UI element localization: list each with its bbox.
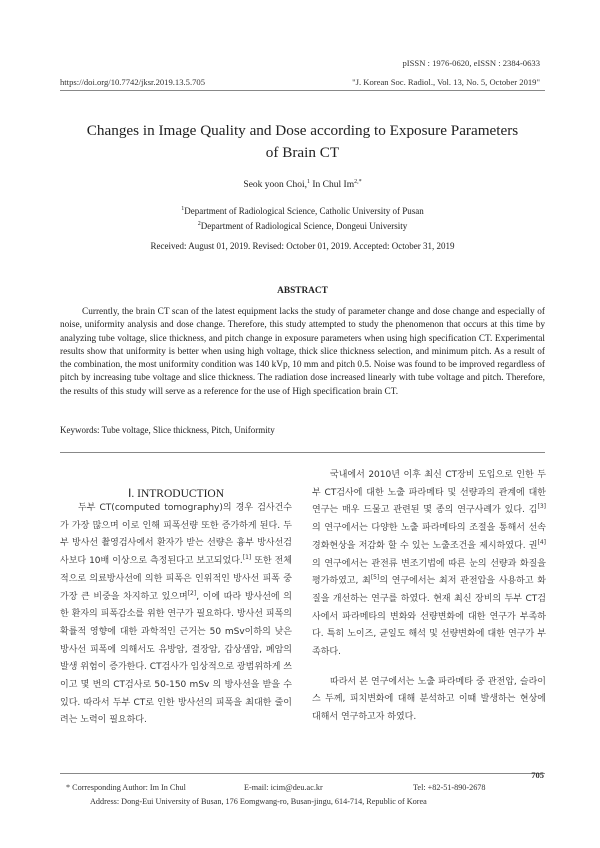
abstract-heading: ABSTRACT bbox=[277, 286, 328, 296]
affiliation-2 bbox=[60, 221, 545, 231]
section-heading-introduction: Ⅰ. INTRODUCTION bbox=[127, 488, 225, 500]
page-number: 705 bbox=[531, 770, 544, 780]
author-sup-1: 1 bbox=[307, 178, 311, 185]
title-line-2: of Brain CT bbox=[265, 144, 340, 161]
citation-ref: [5] bbox=[370, 574, 380, 582]
header-rule bbox=[60, 90, 545, 91]
affiliation-sup-1: 1 bbox=[181, 206, 185, 212]
issn-line: pISSN : 1976-0620, eISSN : 2384-0633 bbox=[402, 58, 540, 68]
citation-ref: [4] bbox=[537, 538, 546, 546]
affiliation-text-1: Department of Radiological Science, Catholic University of Pusan bbox=[184, 206, 424, 216]
affiliation-1 bbox=[60, 206, 545, 216]
author-line bbox=[60, 180, 545, 190]
intro-right-column bbox=[312, 467, 546, 727]
received-dates: Received: August 01, 2019. Revised: October 01, 2019. Accepted: October 31, 2019 bbox=[150, 241, 455, 251]
author-name-2: In Chul Im bbox=[310, 180, 355, 190]
footer-rule bbox=[60, 773, 545, 774]
keywords: Keywords: Tube voltage, Slice thickness, Pitch, Uniformity bbox=[60, 425, 275, 435]
abstract-rule bbox=[60, 452, 545, 453]
affiliation-sup-2: 2 bbox=[197, 221, 201, 227]
author-address: Address: Dong-Eui University of Busan, 176 Eomgwang-ro, Busan-jingu, 614-714, Republic of Korea bbox=[90, 797, 427, 806]
intro-right-paragraph-1: 국내에서 2010년 이후 최신 CT장비 도입으로 인한 두부 CT검사에 대한 노출 파라메타 및 선량과의 관계에 대한 연구는 매우 드물고 관련된 몇 종의 연구사례가 있다. 김[3]의 연구에서는 다양한 노출 파라메타의 조절을 통해서 선속경화현상을 저감화 할 수 있는 노출조건을 제시하였다. 권[4]의 연구에서는 관전류 변조기법에 따른 눈의 선량과 화질을 평가하였고, 최[5]의 연구에서는 최저 관전압을 사용하고 화질을 개선하는 연구를 하였다. 현재 최신 장비의 두부 CT검사에서 파라메타의 변화와 선량변화에 대한 연구가 부족하다. 특히 노이즈, 균일도 해석 및 선량변화에 대한 연구가 부족하다. bbox=[312, 470, 546, 658]
intro-right-paragraph-2: 따라서 본 연구에서는 노출 파라메타 중 관전압, 슬라이스 두께, 피치변화에 대해 분석하고 이때 발생하는 현상에 대해서 연구하고자 하였다. bbox=[312, 676, 546, 723]
title-line-1: Changes in Image Quality and Dose according to Exposure Parameters bbox=[86, 122, 519, 139]
paper-title bbox=[60, 120, 545, 164]
author-name-1: Seok yoon Choi, bbox=[243, 180, 308, 190]
citation-ref: [3] bbox=[537, 503, 546, 511]
corresponding-author: * Corresponding Author: Im In Chul bbox=[66, 783, 186, 792]
doi-link[interactable]: https://doi.org/10.7742/jksr.2019.13.5.705 bbox=[60, 77, 205, 87]
author-sup-2: 2,* bbox=[354, 178, 362, 185]
abstract-body: Currently, the brain CT scan of the latest equipment lacks the study of parameter change and dose change and especially of noise, uniformity analysis and dose change. Therefore, this study attempted to study the phenomenon that occurs at this time by analyzing tube voltage, slice thickness, and pitch change in exposure parameters when using high specification CT. Experimental results show that uniformity is better when using high voltage, thick slice thickness selection, and minimum pitch. As a result of the combination, the most uniformity condition was 140 kVp, 10 mm and pitch 0.5. Noise was found to be improved regardless of pitch by increasing tube voltage and slice thickness. The radiation dose increased linearly with tube voltage and pitch. Therefore, the results of this study will serve as a reference for the use of High specification brain CT. bbox=[60, 307, 545, 397]
affiliation-text-2: Department of Radiological Science, Dongeui University bbox=[200, 221, 408, 231]
author-email[interactable]: E-mail: icim@deu.ac.kr bbox=[244, 783, 323, 792]
citation-ref: [1] bbox=[242, 554, 252, 562]
intro-left-column: 두부 CT(computed tomography)의 경우 검사건수가 가장 많으며 이로 인해 피폭선량 또한 증가하게 된다. 두부 방사선 촬영검사에서 환자가 받는 선량은 흉부 방사선검사보다 10배 이상으로 측정된다고 보고되었다.[1] 또한 전체적으로 의료방사선에 의한 피폭은 인위적인 방사선 피폭 중 가장 큰 비중을 차지하고 있으며[2], 이에 따라 방사선에 의한 환자의 피폭감소를 위한 연구가 필요하다. 방사선 피폭의 확률적 영향에 대한 과학적인 근거는 50 mSv이하의 낮은 방사선 피폭에 의해서도 유방암, 결장암, 갑상샘암, 폐암의 발생 위험이 증가한다. CT검사가 임상적으로 광범위하게 쓰이고 몇 번의 CT검사로 50-150 mSv 의 방사선을 받을 수 있다. 따라서 두부 CT로 인한 방사선의 피폭을 최대한 줄이려는 노력이 필요하다. bbox=[60, 503, 292, 726]
journal-citation: "J. Korean Soc. Radiol., Vol. 13, No. 5, October 2019" bbox=[352, 77, 540, 87]
citation-ref: [2] bbox=[187, 589, 197, 597]
author-tel: Tel: +82-51-890-2678 bbox=[413, 783, 486, 792]
